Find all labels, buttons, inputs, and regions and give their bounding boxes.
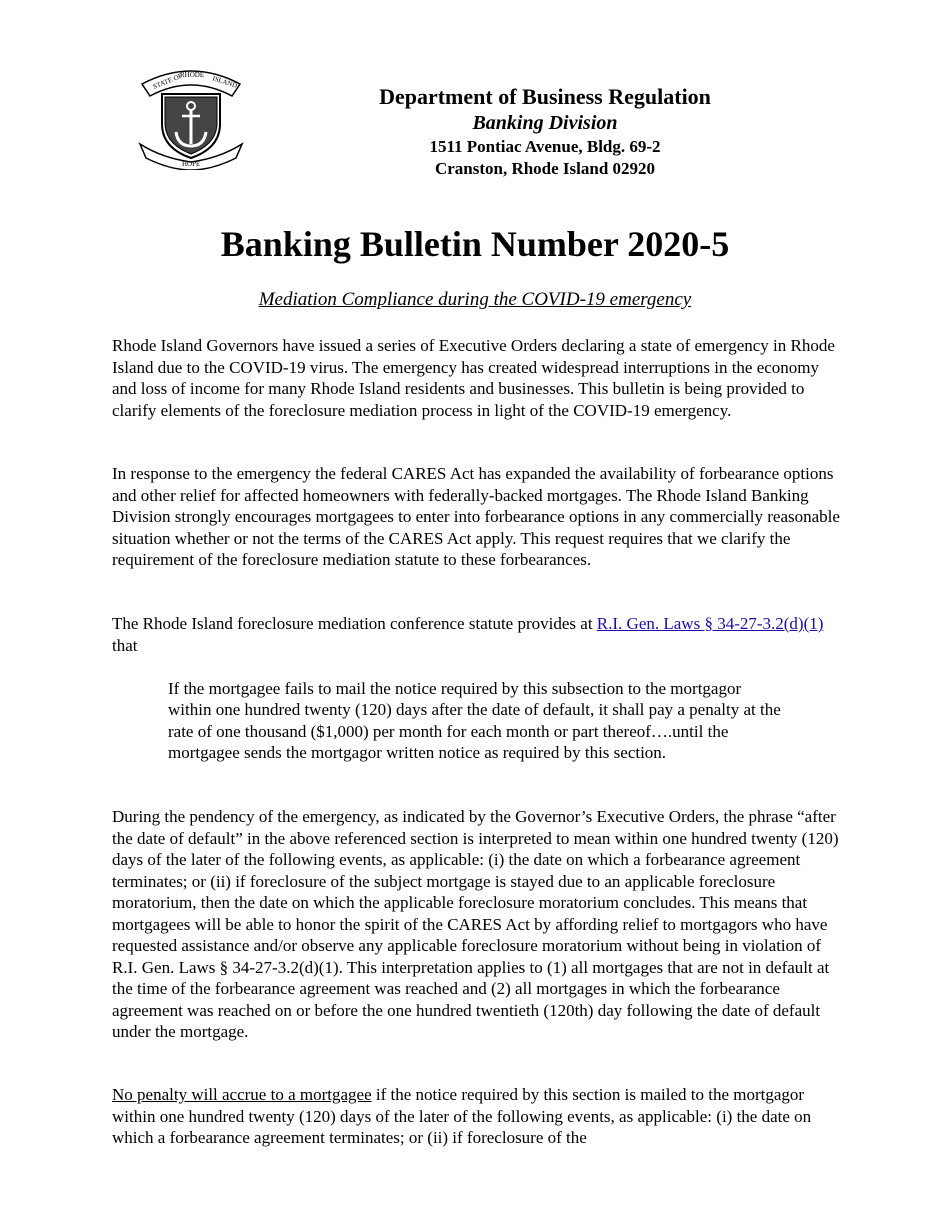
address-line-2: Cranston, Rhode Island 02920 bbox=[434, 159, 656, 178]
paragraph-intro: Rhode Island Governors have issued a series of Executive Orders declaring a state of emergency in Rhode Island due to the COVID-19 virus. The emergency has created widespread interruptions in the economy and loss of income for many Rhode Island residents and businesses. This bulletin is being provided to clarify elements of the foreclosure mediation process in light of the COVID-19 emergency. bbox=[112, 336, 835, 420]
svg-text:HOPE: HOPE bbox=[182, 160, 201, 168]
department-name: Department of Business Regulation bbox=[379, 84, 711, 109]
no-penalty-text: if the notice required by this section is mailed to the mortgagor within one hundred twenty (120) days of the later of the following events, as applicable: (i) the date on which a forbearance agreement terminates; or (ii) if foreclosure of the bbox=[112, 1085, 812, 1147]
division-name: Banking Division bbox=[472, 112, 618, 134]
bulletin-title: Banking Bulletin Number 2020-5 bbox=[220, 224, 730, 264]
paragraph-statute bbox=[112, 613, 847, 656]
no-penalty-emphasis: No penalty will accrue to a mortgagee bbox=[112, 1085, 372, 1104]
statute-quote: If the mortgagee fails to mail the notice required by this subsection to the mortgagor within one hundred twenty (120) days after the date of default, it shall pay a penalty at the rate of one thousand ($1,000) per month for each month or part thereof….until the mortgagee sends the mortgagor written notice as required by this section. bbox=[168, 679, 781, 762]
bulletin-subtitle: Mediation Compliance during the COVID-19 emergency bbox=[258, 289, 692, 310]
svg-text:STATE OF: STATE OF bbox=[151, 71, 184, 91]
svg-text:RHODE: RHODE bbox=[180, 71, 205, 79]
statute-text: The Rhode Island foreclosure mediation conference statute provides at bbox=[112, 614, 597, 633]
paragraph-no-penalty bbox=[112, 1084, 847, 1149]
paragraph-interpretation: During the pendency of the emergency, as indicated by the Governor’s Executive Orders, the phrase “after the date of default” in the above referenced section is interpreted to mean within one hundred twenty (120) days of the later of the following events, as applicable: (i) the date on which a forbearance agreement terminates; or (ii) if foreclosure of the subject mortgage is stayed due to an applicable foreclosure moratorium, then the date on which the applicable foreclosure moratorium concludes. This means that mortgagees will be able to honor the spirit of the CARES Act by affording relief to mortgagors who have requested assistance and/or observe any applicable foreclosure moratorium without being in violation of R.I. Gen. Laws § 34-27-3.2(d)(1). This interpretation applies to (1) all mortgages that are not in default at the time of the forbearance agreement was reached and (2) all mortgages in which the forbearance agreement was reached on or before the one hundred twentieth (120th) day following the date of default under the mortgage. bbox=[112, 807, 839, 1041]
state-seal-icon bbox=[132, 62, 250, 170]
statute-text-end: that bbox=[112, 635, 138, 655]
svg-text:ISLAND: ISLAND bbox=[211, 74, 239, 90]
letterhead bbox=[320, 82, 770, 180]
address-line-1: 1511 Pontiac Avenue, Bldg. 69-2 bbox=[429, 137, 661, 156]
statute-link[interactable]: R.I. Gen. Laws § 34-27-3.2(d)(1) bbox=[596, 614, 824, 633]
paragraph-cares-act: In response to the emergency the federal CARES Act has expanded the availability of forbearance options and other relief for affected homeowners with federally-backed mortgages. The Rhode Island Banking Division strongly encourages mortgagees to enter into forbearance options in any commercially reasonable situation whether or not the terms of the CARES Act apply. This request requires that we clarify the requirement of the foreclosure mediation statute to these forbearances. bbox=[112, 464, 840, 569]
